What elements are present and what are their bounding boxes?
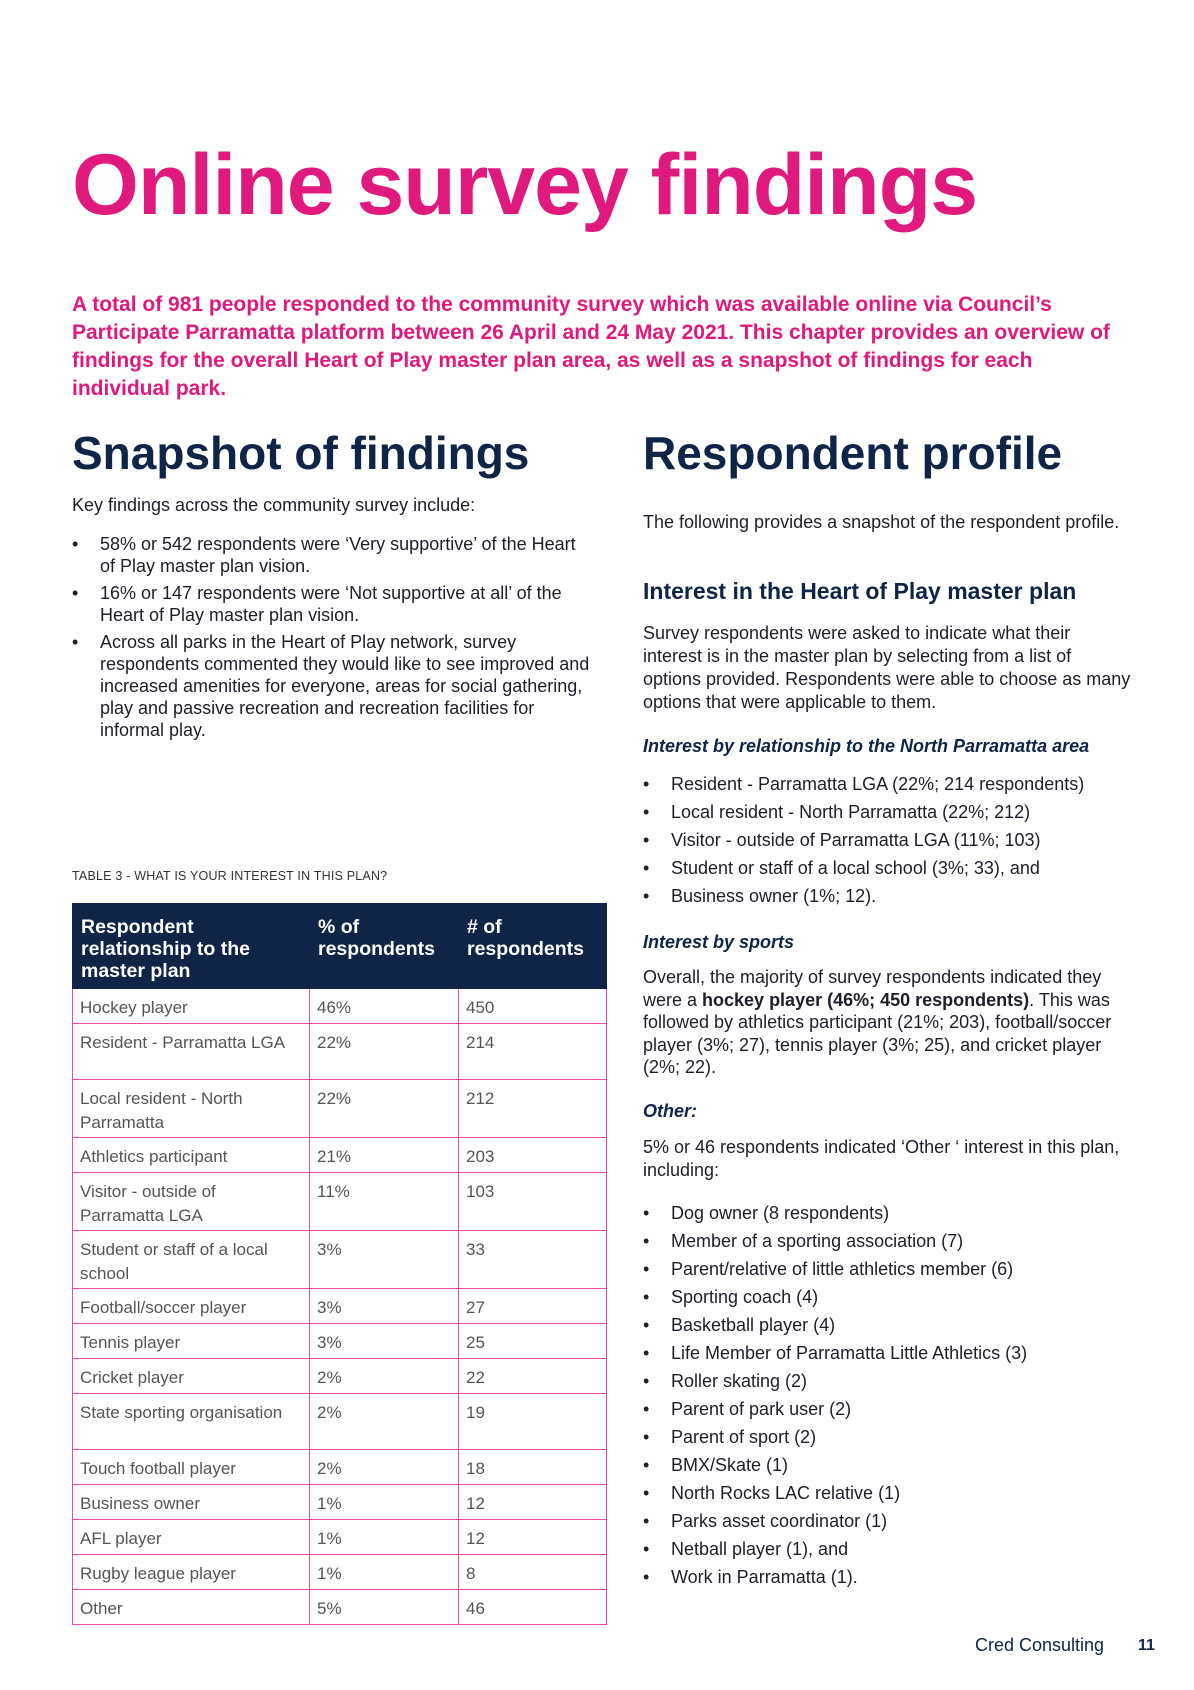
percent-cell: 1%	[310, 1555, 459, 1590]
list-item: • Life Member of Parramatta Little Athletics (3)	[643, 1339, 1133, 1367]
table-row	[73, 1485, 607, 1520]
table-row	[73, 1289, 607, 1324]
list-item: • Local resident - North Parramatta (22%; 212)	[643, 798, 1133, 826]
column-header: # of respondents	[459, 904, 607, 989]
profile-heading: Respondent profile	[643, 427, 1063, 479]
table-row	[73, 989, 607, 1024]
count-cell: 12	[459, 1520, 607, 1555]
sports-text-end: . This was followed by athletics participant (21%; 203), football/soccer player (3%; 27), tennis player (3%; 25), and cricket player (2%; 22).	[643, 989, 1112, 1077]
table-row	[73, 1394, 607, 1450]
table-row	[73, 1520, 607, 1555]
column-header: Respondent relationship to the master plan	[73, 904, 310, 989]
list-item: • Student or staff of a local school (3%; 33), and	[643, 854, 1133, 882]
count-cell: 450	[459, 989, 607, 1024]
count-cell: 103	[459, 1173, 607, 1231]
relationship-cell: Local resident - North Parramatta	[73, 1080, 310, 1138]
list-item: • Netball player (1), and	[643, 1535, 1133, 1563]
interest-paragraph: Survey respondents were asked to indicate what their interest is in the master plan by selecting from a list of options provided. Respondents were able to choose as many options that were applicable to them.	[643, 623, 1131, 712]
interest-table	[72, 903, 607, 1625]
relationship-cell: Student or staff of a local school	[73, 1231, 310, 1289]
table-row	[73, 1324, 607, 1359]
count-cell: 8	[459, 1555, 607, 1590]
percent-cell: 22%	[310, 1080, 459, 1138]
table-row	[73, 1173, 607, 1231]
list-item: • Parent of park user (2)	[643, 1395, 1133, 1423]
count-cell: 214	[459, 1024, 607, 1080]
list-item: • Basketball player (4)	[643, 1311, 1133, 1339]
relationship-bullet-list	[643, 770, 1133, 910]
percent-cell: 11%	[310, 1173, 459, 1231]
column-header: % of respondents	[310, 904, 459, 989]
interest-heading: Interest in the Heart of Play master plan	[643, 578, 1077, 604]
table-row	[73, 1080, 607, 1138]
page-number: 11	[1138, 1637, 1155, 1654]
percent-cell: 1%	[310, 1520, 459, 1555]
relationship-cell: Cricket player	[73, 1359, 310, 1394]
count-cell: 203	[459, 1138, 607, 1173]
percent-cell: 21%	[310, 1138, 459, 1173]
relationship-cell: Business owner	[73, 1485, 310, 1520]
table-row	[73, 1450, 607, 1485]
list-item: • BMX/Skate (1)	[643, 1451, 1133, 1479]
footer-brand: Cred Consulting	[975, 1635, 1105, 1655]
percent-cell: 2%	[310, 1450, 459, 1485]
count-cell: 33	[459, 1231, 607, 1289]
percent-cell: 46%	[310, 989, 459, 1024]
percent-cell: 2%	[310, 1359, 459, 1394]
list-item: • 16% or 147 respondents were ‘Not supportive at all’ of the Heart of Play master plan vision.	[72, 582, 592, 626]
count-cell: 212	[459, 1080, 607, 1138]
list-item: • Resident - Parramatta LGA (22%; 214 respondents)	[643, 770, 1133, 798]
list-item: • 58% or 542 respondents were ‘Very supportive’ of the Heart of Play master plan vision.	[72, 533, 592, 577]
relationship-cell: Athletics participant	[73, 1138, 310, 1173]
list-item: • Visitor - outside of Parramatta LGA (11%; 103)	[643, 826, 1133, 854]
list-item: • Member of a sporting association (7)	[643, 1227, 1133, 1255]
relationship-cell: Rugby league player	[73, 1555, 310, 1590]
relationship-cell: AFL player	[73, 1520, 310, 1555]
list-item: • Business owner (1%; 12).	[643, 882, 1133, 910]
list-item: • North Rocks LAC relative (1)	[643, 1479, 1133, 1507]
list-item: • Dog owner (8 respondents)	[643, 1199, 1133, 1227]
table-body	[73, 989, 607, 1625]
snapshot-heading: Snapshot of findings	[72, 427, 530, 479]
list-item: • Parent/relative of little athletics member (6)	[643, 1255, 1133, 1283]
relationship-cell: Visitor - outside of Parramatta LGA	[73, 1173, 310, 1231]
percent-cell: 3%	[310, 1324, 459, 1359]
count-cell: 25	[459, 1324, 607, 1359]
snapshot-lead: Key findings across the community survey include:	[72, 495, 476, 515]
profile-lead: The following provides a snapshot of the respondent profile.	[643, 512, 1120, 532]
count-cell: 27	[459, 1289, 607, 1324]
sports-paragraph	[643, 966, 1118, 1079]
count-cell: 18	[459, 1450, 607, 1485]
intro-paragraph: A total of 981 people responded to the community survey which was available online via Council’s Participate Parramatta platform between 26 April and 24 May 2021. This chapter provides an overview of findings for the overall Heart of Play master plan area, as well as a snapshot of findings for each individual park.	[72, 293, 1110, 400]
list-item: • Roller skating (2)	[643, 1367, 1133, 1395]
percent-cell: 3%	[310, 1289, 459, 1324]
table-header-row	[73, 904, 607, 989]
table-row	[73, 1024, 607, 1080]
relationship-cell: Resident - Parramatta LGA	[73, 1024, 310, 1080]
percent-cell: 2%	[310, 1394, 459, 1450]
table-caption: TABLE 3 - WHAT IS YOUR INTEREST IN THIS PLAN?	[72, 869, 388, 883]
relationship-cell: Hockey player	[73, 989, 310, 1024]
relationship-cell: Other	[73, 1590, 310, 1625]
table-row	[73, 1590, 607, 1625]
table-row	[73, 1359, 607, 1394]
other-bullet-list	[643, 1199, 1133, 1591]
sports-text-highlight: hockey player (46%; 450 respondents)	[702, 989, 1030, 1010]
relationship-cell: Tennis player	[73, 1324, 310, 1359]
snapshot-bullet-list	[72, 533, 592, 741]
sports-text-start: Overall, the majority of survey respondents indicated they were a	[643, 967, 1102, 1010]
list-item: • Parent of sport (2)	[643, 1423, 1133, 1451]
percent-cell: 5%	[310, 1590, 459, 1625]
other-heading: Other:	[643, 1101, 697, 1121]
list-item: • Sporting coach (4)	[643, 1283, 1133, 1311]
other-paragraph: 5% or 46 respondents indicated ‘Other ‘ interest in this plan, including:	[643, 1137, 1120, 1180]
table-row	[73, 1138, 607, 1173]
page-title: Online survey findings	[72, 137, 978, 233]
relationship-cell: State sporting organisation	[73, 1394, 310, 1450]
count-cell: 22	[459, 1359, 607, 1394]
relationship-cell: Touch football player	[73, 1450, 310, 1485]
count-cell: 46	[459, 1590, 607, 1625]
list-item: • Parks asset coordinator (1)	[643, 1507, 1133, 1535]
table-row	[73, 1231, 607, 1289]
list-item: • Across all parks in the Heart of Play network, survey respondents commented they would like to see improved and increased amenities for everyone, areas for social gathering, play and passive recreation and recreation facilities for informal play.	[72, 631, 592, 741]
count-cell: 12	[459, 1485, 607, 1520]
count-cell: 19	[459, 1394, 607, 1450]
relationship-heading: Interest by relationship to the North Parramatta area	[643, 736, 1090, 756]
list-item: • Work in Parramatta (1).	[643, 1563, 1133, 1591]
percent-cell: 1%	[310, 1485, 459, 1520]
table-row	[73, 1555, 607, 1590]
relationship-cell: Football/soccer player	[73, 1289, 310, 1324]
sports-heading: Interest by sports	[643, 932, 795, 952]
percent-cell: 3%	[310, 1231, 459, 1289]
percent-cell: 22%	[310, 1024, 459, 1080]
